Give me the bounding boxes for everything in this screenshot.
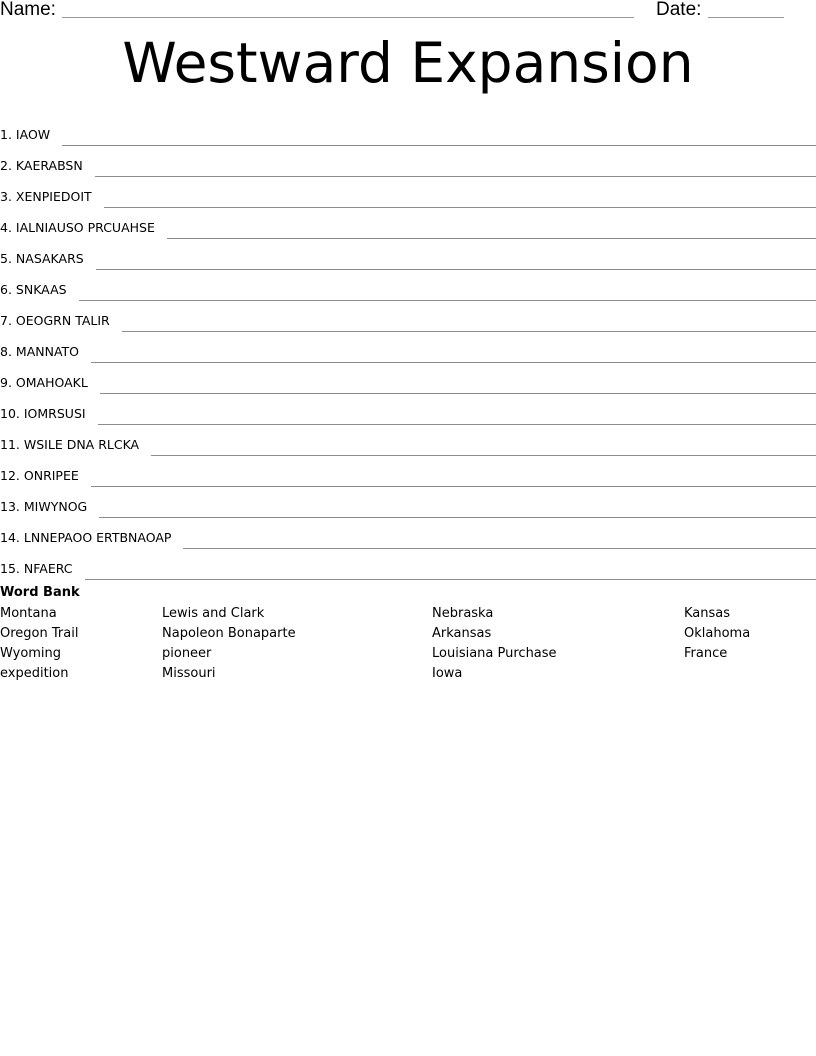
answer-line[interactable]	[91, 348, 816, 363]
word-bank-item: Montana	[0, 606, 57, 621]
clue-number: 15.	[0, 561, 20, 576]
scrambled-word: ONRIPEE	[23, 468, 79, 483]
scrambled-word: IOMRSUSI	[23, 406, 86, 421]
clue-number: 6.	[0, 282, 12, 297]
word-bank-item: Arkansas	[432, 626, 492, 641]
scrambled-word: LNNEPAOO ERTBNAOAP	[23, 530, 172, 545]
scramble-clue	[0, 498, 87, 516]
scrambled-word: MIWYNOG	[23, 499, 88, 514]
answer-line[interactable]	[98, 410, 816, 425]
word-bank-item: Oregon Trail	[0, 626, 79, 641]
answer-line[interactable]	[167, 224, 816, 239]
puzzle-row	[0, 267, 816, 298]
puzzle-row	[0, 329, 816, 360]
word-bank-item: Lewis and Clark	[162, 606, 265, 621]
answer-line[interactable]	[96, 255, 816, 270]
clue-number: 14.	[0, 530, 20, 545]
scramble-clue	[0, 126, 50, 144]
answer-line[interactable]	[62, 131, 816, 146]
scrambled-word: NASAKARS	[15, 251, 84, 266]
word-bank-grid	[0, 602, 816, 682]
page-title: Westward Expansion	[122, 31, 694, 95]
puzzle-row	[0, 236, 816, 267]
answer-line[interactable]	[183, 534, 816, 549]
scrambled-word: OEOGRN TALIR	[15, 313, 110, 328]
scramble-clue	[0, 374, 88, 392]
word-bank-column	[684, 604, 750, 664]
scrambled-word: IALNIAUSO PRCUAHSE	[15, 220, 155, 235]
name-label: Name:	[0, 0, 56, 20]
word-bank-column	[432, 604, 557, 684]
word-bank-item: Iowa	[432, 666, 463, 681]
puzzle-row	[0, 174, 816, 205]
scramble-list	[0, 112, 816, 577]
scramble-clue	[0, 188, 92, 206]
scrambled-word: KAERABSN	[15, 158, 83, 173]
answer-line[interactable]	[100, 379, 816, 394]
scrambled-word: XENPIEDOIT	[15, 189, 92, 204]
word-bank-item: France	[684, 646, 728, 661]
name-line	[62, 17, 634, 18]
clue-number: 13.	[0, 499, 20, 514]
answer-line[interactable]	[95, 162, 816, 177]
puzzle-row	[0, 143, 816, 174]
puzzle-row	[0, 453, 816, 484]
clue-number: 1.	[0, 127, 12, 142]
scramble-clue	[0, 560, 73, 578]
scramble-clue	[0, 529, 171, 547]
date-label: Date:	[656, 0, 702, 20]
puzzle-row	[0, 391, 816, 422]
clue-number: 5.	[0, 251, 12, 266]
scrambled-word: MANNATO	[15, 344, 80, 359]
scrambled-word: SNKAAS	[15, 282, 67, 297]
scramble-clue	[0, 467, 79, 485]
scramble-clue	[0, 219, 155, 237]
clue-number: 11.	[0, 437, 20, 452]
puzzle-row	[0, 298, 816, 329]
clue-number: 10.	[0, 406, 20, 421]
word-bank-item: Wyoming	[0, 646, 62, 661]
puzzle-row	[0, 484, 816, 515]
scramble-clue	[0, 343, 79, 361]
clue-number: 9.	[0, 375, 12, 390]
word-bank-item: Nebraska	[432, 606, 494, 621]
answer-line[interactable]	[85, 565, 816, 580]
word-bank-item: Louisiana Purchase	[432, 646, 557, 661]
clue-number: 7.	[0, 313, 12, 328]
word-bank-title: Word Bank	[0, 585, 80, 600]
puzzle-row	[0, 360, 816, 391]
scramble-clue	[0, 405, 86, 423]
clue-number: 3.	[0, 189, 12, 204]
clue-number: 12.	[0, 468, 20, 483]
word-bank-item: Oklahoma	[684, 626, 751, 641]
puzzle-row	[0, 422, 816, 453]
scramble-clue	[0, 281, 67, 299]
word-bank-item: Napoleon Bonaparte	[162, 626, 296, 641]
scrambled-word: OMAHOAKL	[15, 375, 88, 390]
puzzle-row	[0, 546, 816, 577]
word-bank-column	[162, 604, 296, 684]
answer-line[interactable]	[151, 441, 816, 456]
answer-line[interactable]	[99, 503, 816, 518]
date-line	[708, 17, 784, 18]
scramble-clue	[0, 436, 139, 454]
word-bank-item: Missouri	[162, 666, 216, 681]
scramble-clue	[0, 157, 83, 175]
clue-number: 8.	[0, 344, 12, 359]
worksheet-header	[0, 0, 816, 24]
puzzle-row	[0, 205, 816, 236]
answer-line[interactable]	[79, 286, 816, 301]
word-bank	[0, 584, 816, 682]
scrambled-word: IAOW	[15, 127, 51, 142]
answer-line[interactable]	[91, 472, 816, 487]
answer-line[interactable]	[104, 193, 816, 208]
scrambled-word: WSILE DNA RLCKA	[23, 437, 140, 452]
clue-number: 4.	[0, 220, 12, 235]
scrambled-word: NFAERC	[23, 561, 73, 576]
word-bank-column	[0, 604, 78, 684]
word-bank-item: pioneer	[162, 646, 212, 661]
puzzle-row	[0, 515, 816, 546]
puzzle-row	[0, 112, 816, 143]
word-bank-item: expedition	[0, 666, 69, 681]
scramble-clue	[0, 312, 110, 330]
scramble-clue	[0, 250, 84, 268]
answer-line[interactable]	[122, 317, 816, 332]
clue-number: 2.	[0, 158, 12, 173]
word-bank-item: Kansas	[684, 606, 731, 621]
